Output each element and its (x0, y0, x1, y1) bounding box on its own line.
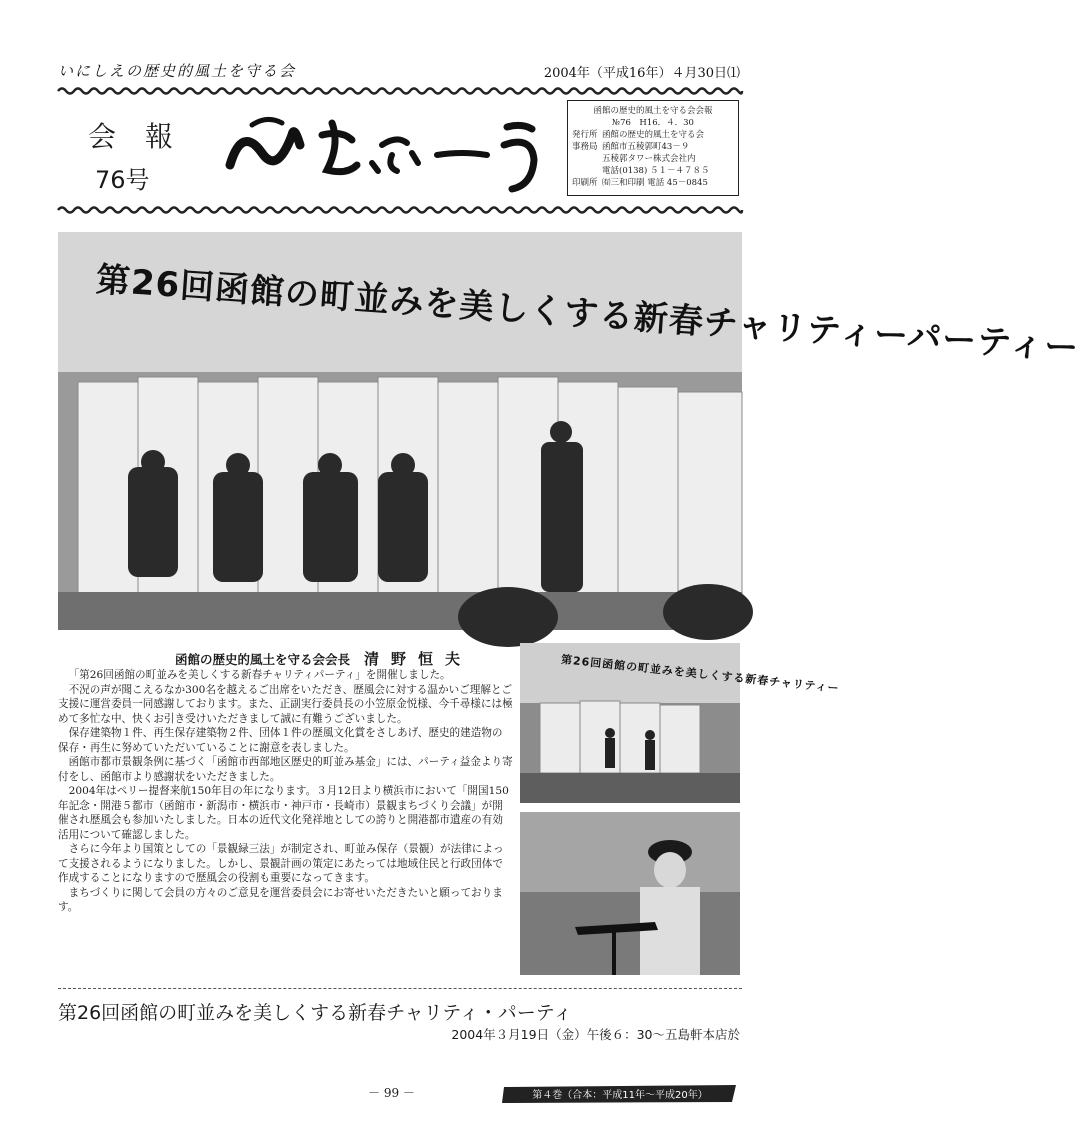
side-photo-performer (520, 812, 740, 975)
page-number: － 99 － (368, 1086, 415, 1100)
infobox-number: №76 H16．４．30 (612, 118, 694, 128)
main-event-photo (58, 232, 1081, 630)
volume-tag-text: 第４巻（合本：平成11年～平成20年） (532, 1090, 708, 1101)
event-date: 2004年３月19日（金）午後６：30～五島軒本店於 (451, 1027, 740, 1042)
infobox-title: 函館の歴史的風土を守る会会報 (593, 106, 713, 116)
publication-info-box (567, 100, 739, 196)
article-paragraph: 2004年はペリー提督来航150年目の年になります。３月12日より横浜市において「開国150年記念・開港５都市（函館市・新潟市・横浜市・神戸市・長崎市）景観まちづくり会議」が開催され歴風会も参加いたしました。日本の近代文化発祥地としての誇りと開港都市遺産の有効活用について確認しました。 (58, 785, 509, 841)
issue-date: 2004年（平成16年）４月30日⑴ (543, 66, 740, 81)
main-photo-banner: 第26回函館の町並みを美しくする新春チャリティーパーティー (94, 259, 1081, 369)
infobox-row: 五稜郭タワー株式会社内 (602, 154, 696, 164)
event-title: 第26回函館の町並みを美しくする新春チャリティ・パーティ (58, 1002, 573, 1024)
article-author (175, 648, 472, 669)
side-photo-stage (520, 643, 841, 803)
article-paragraph: 函館市都市景観条例に基づく「函館市西部地区歴史的町並み基金」には、パーティ益金より寄付をし、函館市より感謝状をいただきました。 (58, 756, 513, 783)
section-divider (58, 988, 742, 989)
infobox-row: 事務局 函館市五稜郭町43－９ (572, 142, 690, 152)
bottom-wave-border (58, 205, 742, 215)
author-role: 函館の歴史的風土を守る会会長 (175, 652, 351, 667)
top-wave-border (58, 86, 742, 96)
kaiho-label: 会 報 (88, 120, 183, 153)
masthead-script-title: いにしえの歴史的風土を守る会 (58, 62, 297, 80)
article-paragraph: 「第26回函館の町並みを美しくする新春チャリティパーティ」を開催しました。 (68, 669, 451, 681)
issue-number: 76号 (95, 166, 150, 194)
infobox-row: 発行所 函館の歴史的風土を守る会 (572, 130, 705, 140)
article-paragraph: さらに今年より国策としての「景観緑三法」が制定され、町並み保存（景観）が法律によって支援されるようになりました。しかし、景観計画の策定にあたっては地域住民と行政団体で作成することになりますので歴風会の役割も重要になってきます。 (58, 843, 504, 884)
calligraphy-logo (222, 105, 552, 195)
side-photo-performer-scene (520, 812, 740, 975)
infobox-row: 印刷所 ㈲三和印刷 電話 45－0845 (572, 178, 708, 188)
side-photo-banner: 第26回函館の町並みを美しくする新春チャリティー (560, 652, 841, 696)
article-body (58, 668, 513, 915)
volume-tag (500, 1084, 740, 1104)
article-paragraph: 不況の声が聞こえるなか300名を越えるご出席をいただき、歴風会に対する温かいご理解とご支援に運営委員一同感謝しております。また、正副実行委員長の小笠原金悦様、今千尋様には極めて多忙な中、快くお引き受けいただきまして誠に有難うございました。 (58, 683, 513, 725)
infobox-row: 電話(0138) ５１－４７８５ (602, 166, 710, 176)
article-paragraph: 保存建築物１件、再生保存建築物２件、団体１件の歴風文化賞をさしあげ、歴史的建造物の保存・再生に努めていただいていることに謝意を表しました。 (58, 727, 503, 754)
author-name: 清野恒夫 (364, 650, 473, 668)
article-paragraph: まちづくりに関して会員の方々のご意見を運営委員会にお寄せいただきたいと願っております。 (58, 886, 503, 913)
